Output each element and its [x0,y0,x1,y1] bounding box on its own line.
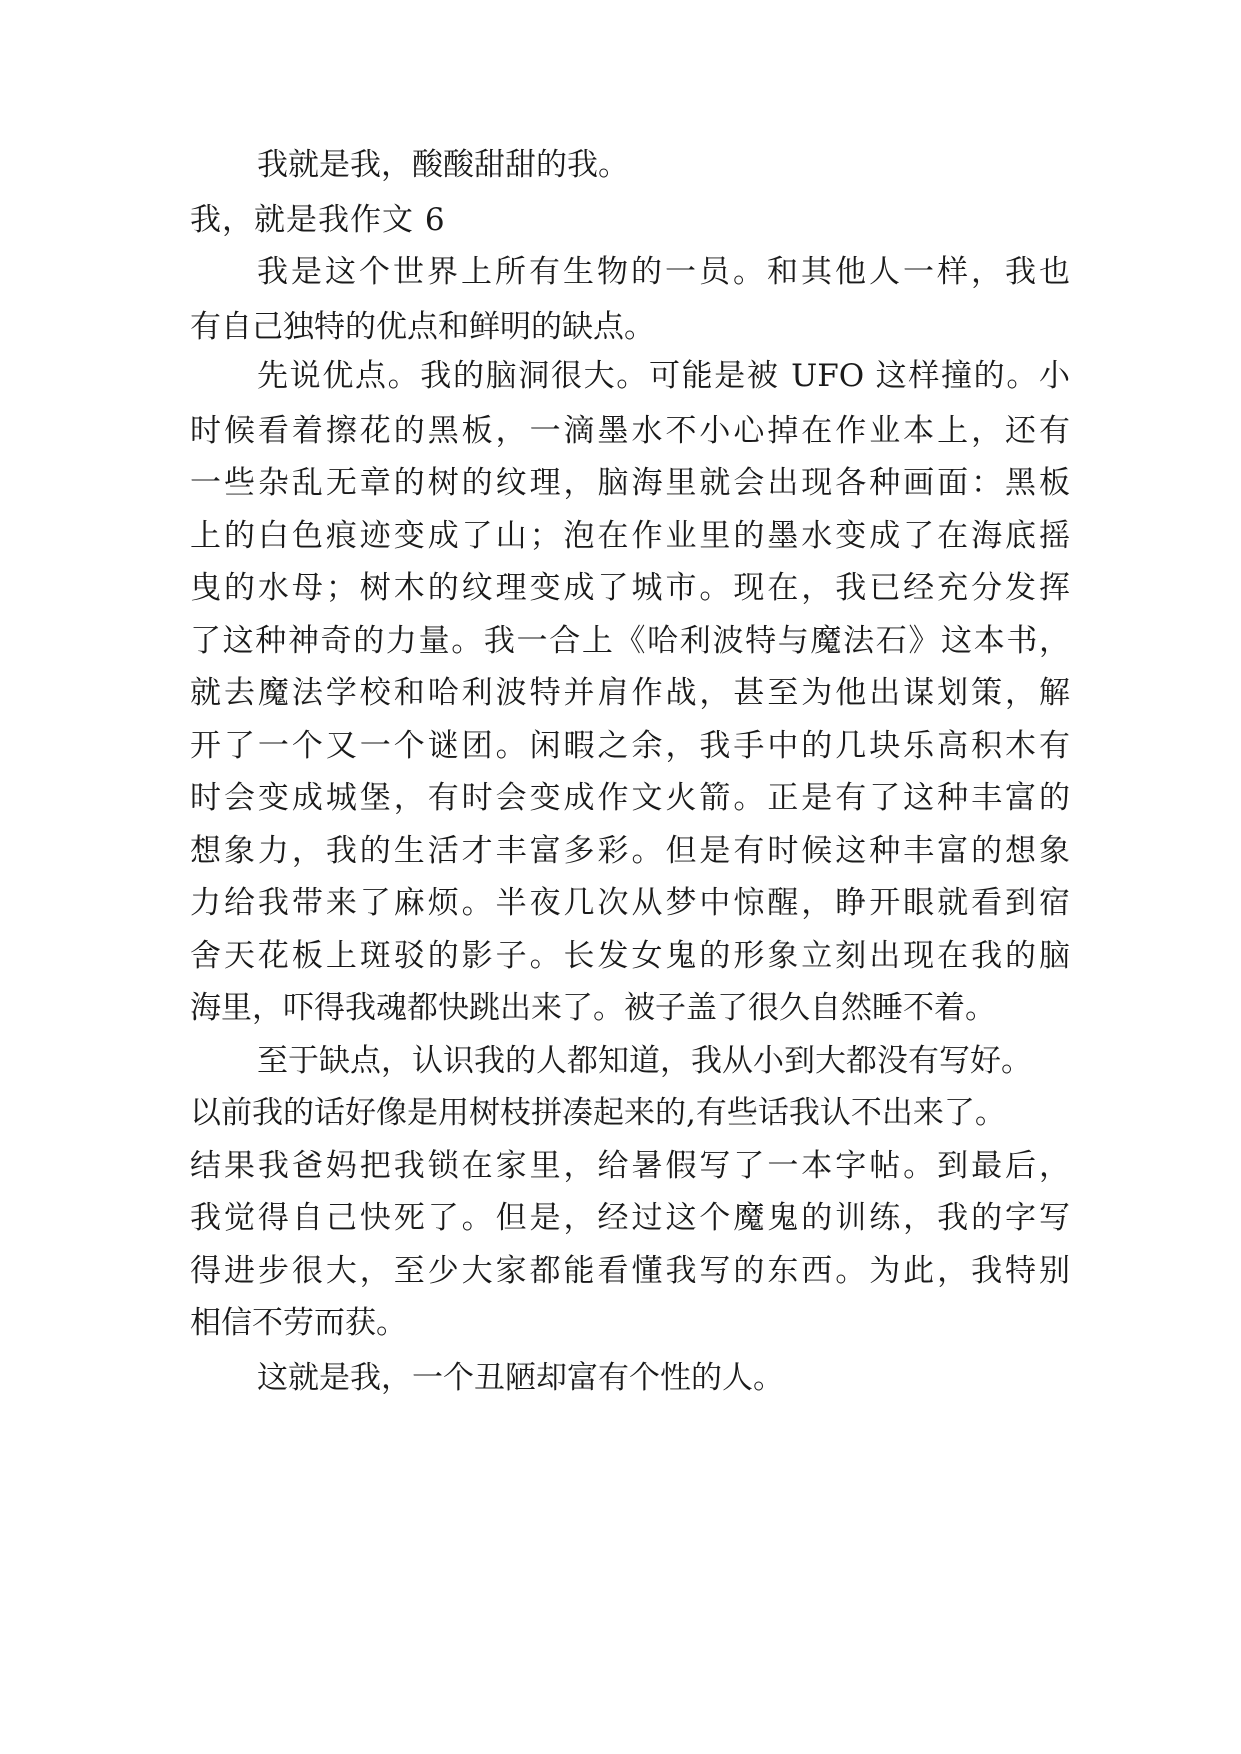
paragraph-3-line-4: 我觉得自己快死了。但是，经过这个魔鬼的训练，我的字写 [190,1200,1070,1236]
paragraph-2-line-11: 力给我带来了麻烦。半夜几次从梦中惊醒，睁开眼就看到宿 [190,885,1070,921]
paragraph-2-line-4: 上的白色痕迹变成了山；泡在作业里的墨水变成了在海底摇 [190,518,1070,554]
paragraph-3-line-3: 结果我爸妈把我锁在家里，给暑假写了一本字帖。到最后， [190,1148,1070,1184]
paragraph-4-line-1: 这就是我，一个丑陋却富有个性的人。 [257,1360,784,1396]
paragraph-2-line-6: 了这种神奇的力量。我一合上《哈利波特与魔法石》这本书， [190,623,1070,659]
section-title: 我，就是我作文 6 [190,202,446,238]
paragraph-2-line-3: 一些杂乱无章的树的纹理，脑海里就会出现各种画面：黑板 [190,465,1070,501]
paragraph-2-line-10: 想象力，我的生活才丰富多彩。但是有时候这种丰富的想象 [190,833,1070,869]
paragraph-3-line-1: 至于缺点，认识我的人都知道，我从小到大都没有写好。 [257,1043,1032,1079]
paragraph-2-line-2: 时候看着擦花的黑板，一滴墨水不小心掉在作业本上，还有 [190,413,1070,449]
paragraph-3-line-6: 相信不劳而获。 [190,1305,407,1341]
paragraph-2-line-8: 开了一个又一个谜团。闲暇之余，我手中的几块乐高积木有 [190,728,1070,764]
paragraph-1-line-1: 我是这个世界上所有生物的一员。和其他人一样，我也 [257,254,1070,290]
paragraph-3-line-2: 以前我的话好像是用树枝拼凑起来的,有些话我认不出来了。 [190,1095,1006,1131]
paragraph-3-line-5: 得进步很大，至少大家都能看懂我写的东西。为此，我特别 [190,1253,1070,1289]
paragraph-2-line-12: 舍天花板上斑驳的影子。长发女鬼的形象立刻出现在我的脑 [190,938,1070,974]
paragraph-2-line-7: 就去魔法学校和哈利波特并肩作战，甚至为他出谋划策，解 [190,675,1070,711]
paragraph-2-line-13: 海里，吓得我魂都快跳出来了。被子盖了很久自然睡不着。 [190,990,996,1026]
intro-line: 我就是我，酸酸甜甜的我。 [257,147,629,183]
paragraph-2-line-9: 时会变成城堡，有时会变成作文火箭。正是有了这种丰富的 [190,780,1070,816]
paragraph-1-line-2: 有自己独特的优点和鲜明的缺点。 [190,309,655,345]
paragraph-2-line-5: 曳的水母；树木的纹理变成了城市。现在，我已经充分发挥 [190,570,1070,606]
paragraph-2-line-1: 先说优点。我的脑洞很大。可能是被 UFO 这样撞的。小 [257,358,1070,394]
